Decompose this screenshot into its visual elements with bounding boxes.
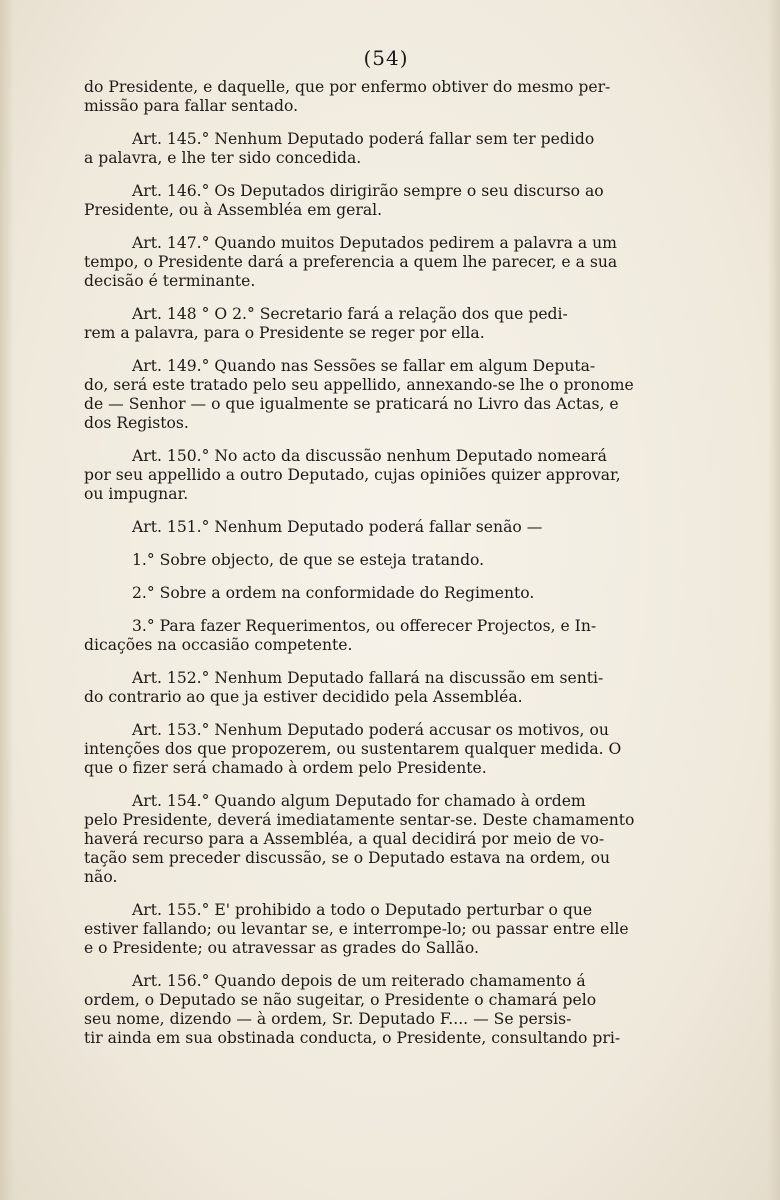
list-item-i2: 2.° Sobre a ordem na conformidade do Regimento. — [132, 584, 535, 602]
text-line: Art. 152.° Nenhum Deputado fallará na discussão em senti- — [132, 669, 604, 687]
paragraph-p153 — [84, 721, 688, 778]
text-line: tempo, o Presidente dará a preferencia a quem lhe parecer, e a sua — [84, 253, 618, 271]
paragraph-p149 — [84, 357, 688, 433]
list-items-article-151 — [84, 551, 688, 603]
page-edge-right — [768, 0, 780, 1200]
page-edge-left — [0, 0, 14, 1200]
text-line: Art. 149.° Quando nas Sessões se fallar em algum Deputa- — [132, 357, 596, 375]
text-line: ou impugnar. — [84, 485, 189, 503]
text-block-articles-152-156 — [84, 617, 688, 1048]
text-line: do, será este tratado pelo seu appellido, annexando-se lhe o pronome — [84, 376, 634, 394]
paragraph-p0 — [84, 78, 688, 116]
text-line: decisão é terminante. — [84, 272, 256, 290]
text-line: ordem, o Deputado se não sugeitar, o Presidente o chamará pelo — [84, 991, 597, 1009]
text-line: Art. 154.° Quando algum Deputado for chamado à ordem — [132, 792, 586, 810]
text-line: haverá recurso para a Assembléa, a qual decidirá por meio de vo- — [84, 830, 605, 848]
text-line: dos Registos. — [84, 414, 189, 432]
text-line: seu nome, dizendo — à ordem, Sr. Deputado F.... — Se persis- — [84, 1010, 572, 1028]
list-item-i1: 1.° Sobre objecto, de que se esteja tratando. — [132, 551, 485, 569]
text-line: intenções dos que propozerem, ou sustentarem qualquer medida. O — [84, 740, 622, 758]
text-line: tação sem preceder discussão, se o Deputado estava na ordem, ou — [84, 849, 611, 867]
paragraph-p155 — [84, 901, 688, 958]
paragraph-p156 — [84, 972, 688, 1048]
text-line: estiver fallando; ou levantar se, e interrompe-lo; ou passar entre elle — [84, 920, 629, 938]
text-line: Art. 153.° Nenhum Deputado poderá accusar os motivos, ou — [132, 721, 609, 739]
text-line: e o Presidente; ou atravessar as grades do Sallão. — [84, 939, 479, 957]
text-line: a palavra, e lhe ter sido concedida. — [84, 149, 362, 167]
text-line: do contrario ao que ja estiver decidido pela Assembléa. — [84, 688, 523, 706]
paragraph-p150 — [84, 447, 688, 504]
text-line: de — Senhor — o que igualmente se praticará no Livro das Actas, e — [84, 395, 619, 413]
paragraph-p147 — [84, 234, 688, 291]
text-block-articles-145-151 — [84, 78, 688, 537]
paragraph-p154 — [84, 792, 688, 887]
text-line: Art. 147.° Quando muitos Deputados pedirem a palavra a um — [132, 234, 617, 252]
paragraph-p151 — [84, 518, 688, 537]
text-line: 3.° Para fazer Requerimentos, ou offerecer Projectos, e In- — [132, 617, 597, 635]
text-line: dicações na occasião competente. — [84, 636, 353, 654]
text-line: Art. 150.° No acto da discussão nenhum Deputado nomeará — [132, 447, 607, 465]
text-line: Art. 151.° Nenhum Deputado poderá fallar senão — — [132, 518, 543, 536]
paragraph-p145 — [84, 130, 688, 168]
paragraph-i3 — [84, 617, 688, 655]
page-number: (54) — [363, 46, 409, 70]
paragraph-p152 — [84, 669, 688, 707]
text-line: rem a palavra, para o Presidente se reger por ella. — [84, 324, 485, 342]
text-line: não. — [84, 868, 118, 886]
text-line: Art. 155.° E' prohibido a todo o Deputado perturbar o que — [132, 901, 593, 919]
text-line: Art. 145.° Nenhum Deputado poderá fallar sem ter pedido — [132, 130, 595, 148]
text-line: pelo Presidente, deverá imediatamente sentar-se. Deste chamamento — [84, 811, 635, 829]
paragraph-p146 — [84, 182, 688, 220]
text-line: Presidente, ou à Assembléa em geral. — [84, 201, 383, 219]
text-line: por seu appellido a outro Deputado, cujas opiniões quizer approvar, — [84, 466, 621, 484]
text-line: missão para fallar sentado. — [84, 97, 299, 115]
text-line: Art. 146.° Os Deputados dirigirão sempre o seu discurso ao — [132, 182, 604, 200]
text-line: tir ainda em sua obstinada conducta, o Presidente, consultando pri- — [84, 1029, 621, 1047]
paragraph-p148 — [84, 305, 688, 343]
text-line: que o fizer será chamado à ordem pelo Presidente. — [84, 759, 487, 777]
text-line: Art. 156.° Quando depois de um reiterado chamamento á — [132, 972, 586, 990]
text-line: do Presidente, e daquelle, que por enfermo obtiver do mesmo per- — [84, 78, 611, 96]
text-line: Art. 148 ° O 2.° Secretario fará a relação dos que pedi- — [132, 305, 568, 323]
